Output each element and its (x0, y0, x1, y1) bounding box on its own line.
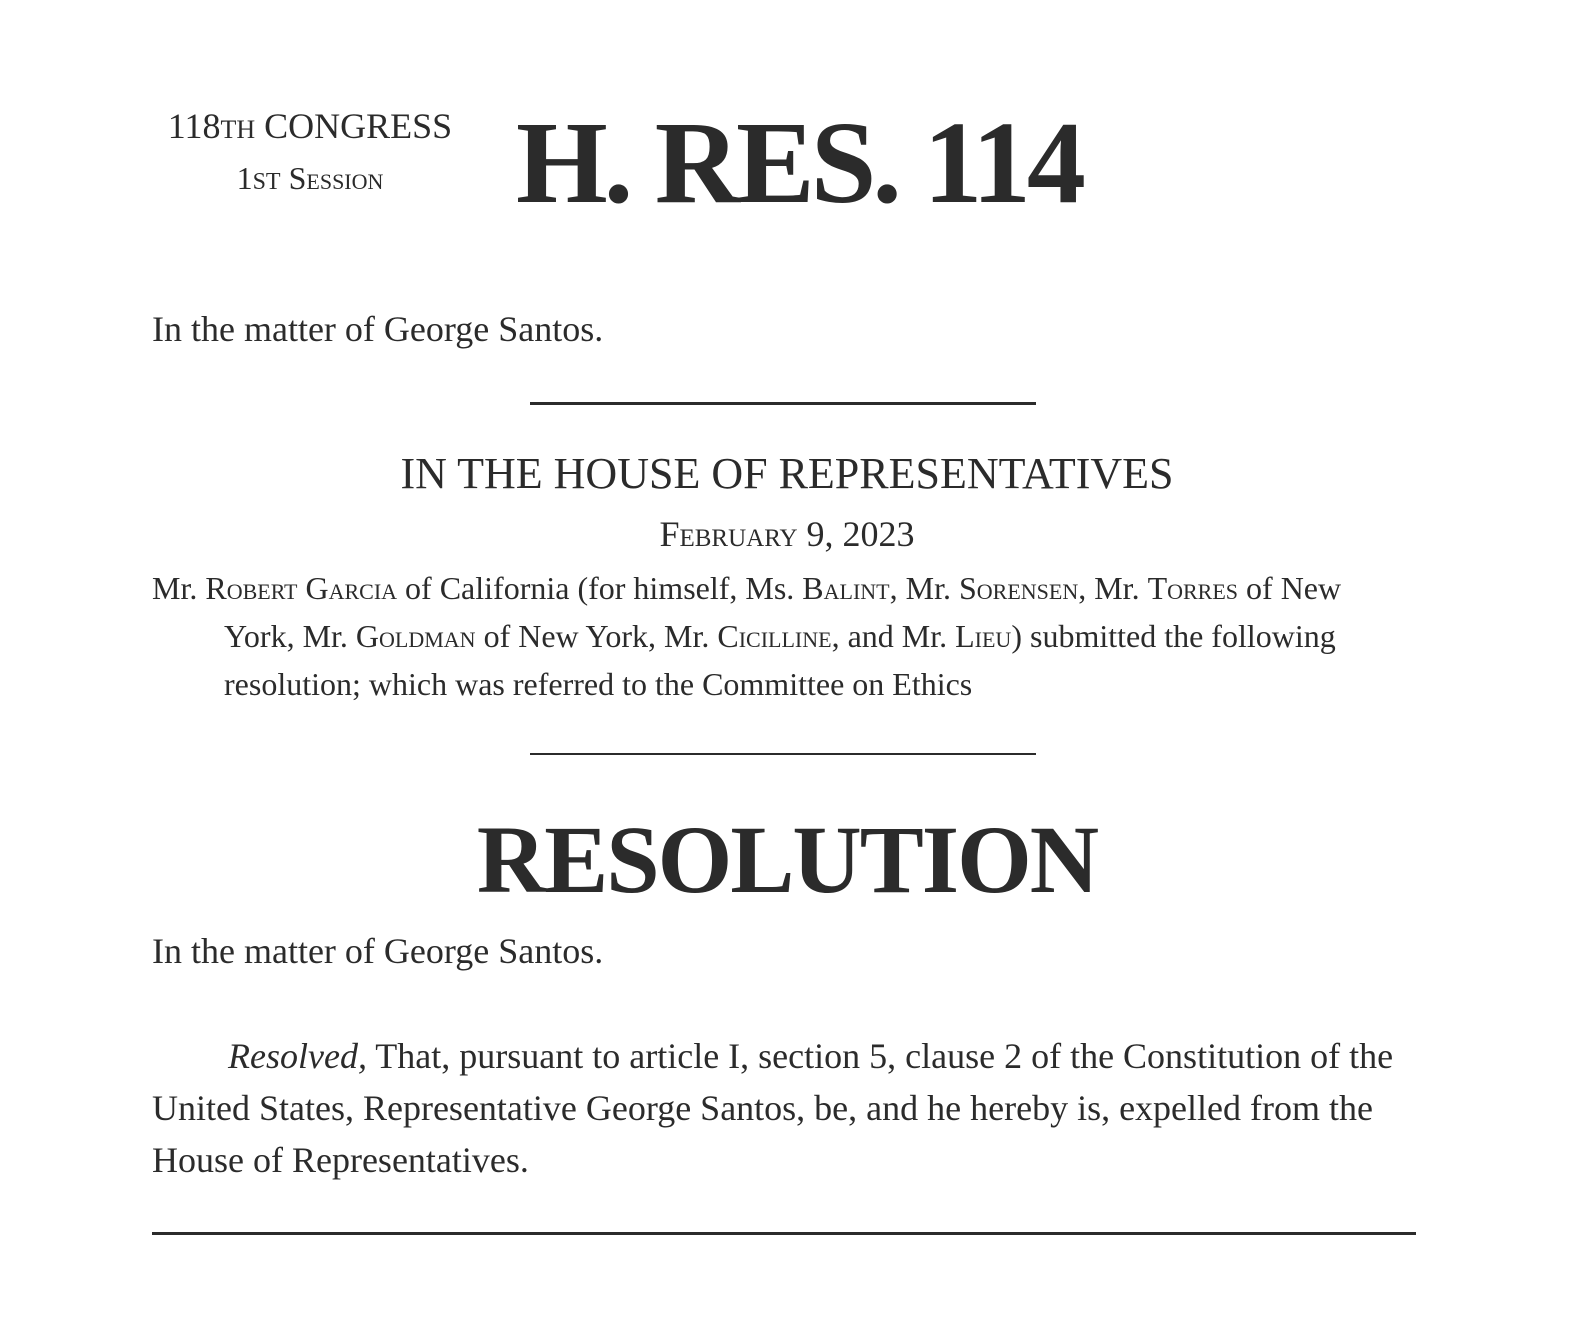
sponsor-name: Robert Garcia (205, 570, 398, 606)
sponsor-name: Cicilline (717, 618, 832, 654)
congress-suffix: TH (220, 115, 256, 144)
sponsor-text: of New York, Mr. (224, 570, 1342, 654)
chamber-heading: IN THE HOUSE OF REPRESENTATIVES (400, 449, 1174, 498)
sponsor-text: of California (for himself, Ms. (397, 570, 803, 606)
congress-label (140, 108, 480, 144)
sponsor-text: , Mr. (1078, 570, 1148, 606)
session-word: Session (288, 160, 384, 196)
session-label (140, 162, 480, 194)
congress-word: CONGRESS (264, 106, 453, 146)
sponsor-name: Sorensen (958, 570, 1079, 606)
congress-session-block (140, 108, 480, 194)
resolved-text: That, pursuant to article I, section 5, clause 2 of the Constitution of the United States, Representative George Santos, be, and he hereby is, expelled from the House of Representatives. (152, 1036, 1394, 1180)
introduction-date: February 9, 2023 (659, 514, 915, 554)
resolved-word: Resolved, (228, 1036, 367, 1076)
divider-bottom (152, 1232, 1416, 1235)
sponsor-text: , Mr. (889, 570, 959, 606)
congress-number: 118 (167, 106, 221, 146)
session-suffix: ST (252, 169, 281, 195)
sponsor-text: of New York, Mr. (475, 618, 718, 654)
sponsor-name: Balint (802, 570, 890, 606)
session-number: 1 (236, 160, 253, 196)
sponsors-paragraph (152, 564, 1414, 708)
sponsor-name: Lieu (955, 618, 1012, 654)
sponsor-name: Torres (1147, 570, 1239, 606)
divider-top (530, 402, 1036, 405)
sponsor-text: ) submitted the following resolution; which was referred to the Committee on Ethics (224, 618, 1336, 702)
subject-line-bottom: In the matter of George Santos. (152, 931, 604, 971)
resolution-title: RESOLUTION (476, 806, 1098, 913)
resolved-clause (152, 1030, 1402, 1186)
sponsor-text: Mr. (152, 570, 206, 606)
subject-line-top: In the matter of George Santos. (152, 309, 604, 349)
bill-number: H. RES. 114 (516, 97, 1082, 228)
sponsor-text: , and Mr. (831, 618, 956, 654)
sponsor-name: Goldman (355, 618, 476, 654)
divider-middle (530, 753, 1036, 755)
